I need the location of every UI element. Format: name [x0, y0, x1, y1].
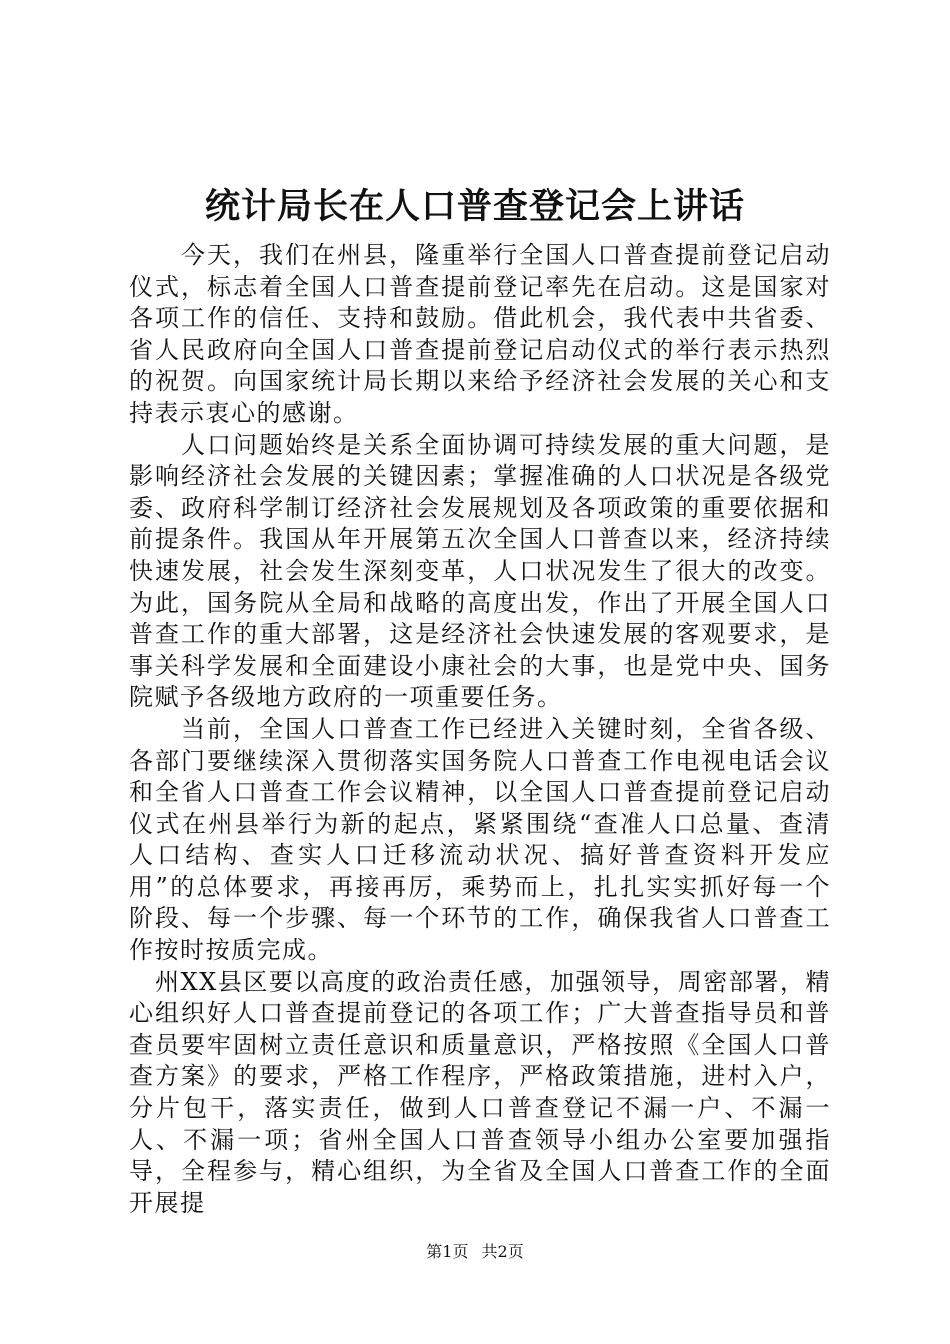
- paragraph-2: 人口问题始终是关系全面协调可持续发展的重大问题，是影响经济社会发展的关键因素；掌握准确的人口状况是各级党委、政府科学制订经济社会发展规划及各项政策的重要依据和前提条件。我国从年开展第五次全国人口普查以来，经济持续快速发展，社会发生深刻变革，人口状况发生了很大的改变。为此，国务院从全局和战略的高度出发，作出了开展全国人口普查工作的重大部署，这是经济社会快速发展的客观要求，是事关科学发展和全面建设小康社会的大事，也是党中央、国务院赋予各级地方政府的一项重要任务。: [129, 430, 831, 712]
- page-count: 共2页: [481, 1242, 524, 1261]
- paragraph-3: 当前，全国人口普查工作已经进入关键时刻，全省各级、各部门要继续深入贯彻落实国务院人口普查工作电视电话会议和全省人口普查工作会议精神，以全国人口普查提前登记启动仪式在州县举行为新的起点，紧紧围绕“查准人口总量、查清人口结构、查实人口迁移流动状况、搞好普查资料开发应用”的总体要求，再接再厉，乘势而上，扎扎实实抓好每一个阶段、每一个步骤、每一个环节的工作，确保我省人口普查工作按时按质完成。: [129, 714, 831, 965]
- page-footer: [0, 1242, 950, 1262]
- paragraph-1: 今天，我们在州县，隆重举行全国人口普查提前登记启动仪式，标志着全国人口普查提前登记率先在启动。这是国家对各项工作的信任、支持和鼓励。借此机会，我代表中共省委、省人民政府向全国人口普查提前登记启动仪式的举行表示热烈的祝贺。向国家统计局长期以来给予经济社会发展的关心和支持表示衷心的感谢。: [129, 241, 831, 427]
- page-number: 第1页: [426, 1242, 469, 1261]
- document-body: [129, 240, 831, 1219]
- document-title: 统计局长在人口普查登记会上讲话: [204, 187, 745, 227]
- paragraph-4: 州XX县区要以高度的政治责任感，加强领导，周密部署，精心组织好人口普查提前登记的各项工作；广大普查指导员和普查员要牢固树立责任意识和质量意识，严格按照《全国人口普查方案》的要求，严格工作程序，严格政策措施，进村入户，分片包干，落实责任，做到人口普查登记不漏一户、不漏一人、不漏一项；省州全国人口普查领导小组办公室要加强指导，全程参与，精心组织，为全省及全国人口普查工作的全面开展提: [129, 967, 831, 1217]
